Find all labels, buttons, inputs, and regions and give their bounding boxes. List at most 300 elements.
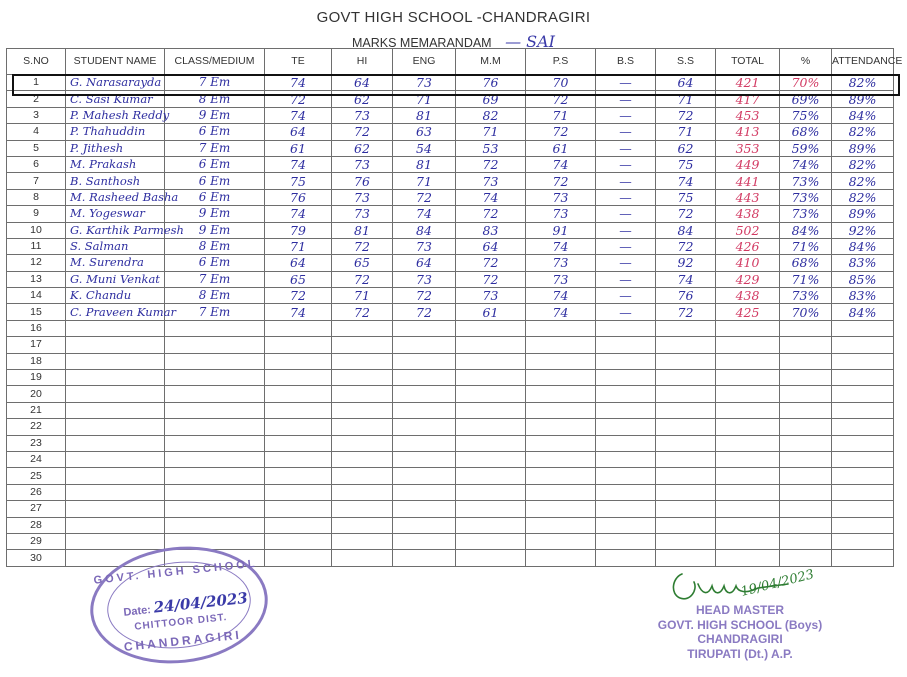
student-name-cell: S. Salman	[66, 238, 165, 254]
mm-cell	[456, 320, 526, 336]
class-medium-cell: 6 Em	[165, 255, 265, 271]
percent-cell: 59%	[780, 140, 832, 156]
bs-cell: —	[596, 124, 656, 140]
attendance-cell	[832, 353, 894, 369]
sno-cell: 4	[7, 124, 66, 140]
ss-cell	[656, 419, 716, 435]
eng-cell: 71	[393, 91, 456, 107]
column-header: STUDENT NAME	[66, 49, 165, 75]
ss-cell	[656, 353, 716, 369]
stamp-bottom-text: CHANDRAGIRI	[123, 627, 243, 654]
class-medium-cell: 6 Em	[165, 124, 265, 140]
eng-cell	[393, 533, 456, 549]
class-medium-cell: 8 Em	[165, 91, 265, 107]
stamp-district: CHITTOOR DIST.	[133, 612, 228, 633]
attendance-cell	[832, 501, 894, 517]
student-name-cell: B. Santhosh	[66, 173, 165, 189]
ss-cell	[656, 451, 716, 467]
headmaster-line-4: TIRUPATI (Dt.) A.P.	[687, 646, 793, 661]
student-name-cell	[66, 501, 165, 517]
total-cell: 417	[716, 91, 780, 107]
total-cell	[716, 533, 780, 549]
eng-cell	[393, 370, 456, 386]
sno-cell: 1	[7, 75, 66, 91]
sno-cell: 11	[7, 238, 66, 254]
class-medium-cell: 9 Em	[165, 222, 265, 238]
eng-cell: 72	[393, 288, 456, 304]
total-cell	[716, 451, 780, 467]
hi-cell: 81	[332, 222, 393, 238]
te-cell	[265, 435, 332, 451]
hi-cell: 72	[332, 238, 393, 254]
mm-cell	[456, 353, 526, 369]
column-header: S.NO	[7, 49, 66, 75]
ps-cell	[526, 517, 596, 533]
te-cell: 71	[265, 238, 332, 254]
attendance-cell	[832, 451, 894, 467]
table-row	[7, 271, 894, 287]
headmaster-line-1: HEAD MASTER	[695, 603, 784, 617]
class-medium-cell: 7 Em	[165, 304, 265, 320]
sno-cell: 21	[7, 402, 66, 418]
column-header: P.S	[526, 49, 596, 75]
attendance-cell: 84%	[832, 238, 894, 254]
table-row	[7, 402, 894, 418]
te-cell	[265, 484, 332, 500]
eng-cell: 71	[393, 173, 456, 189]
percent-cell: 75%	[780, 107, 832, 123]
table-row	[7, 386, 894, 402]
student-name-cell	[66, 533, 165, 549]
total-cell	[716, 370, 780, 386]
class-medium-cell	[165, 402, 265, 418]
percent-cell	[780, 370, 832, 386]
attendance-cell	[832, 517, 894, 533]
student-name-cell: G. Muni Venkat	[66, 271, 165, 287]
sno-cell: 15	[7, 304, 66, 320]
sno-cell: 20	[7, 386, 66, 402]
total-cell	[716, 353, 780, 369]
mm-cell: 71	[456, 124, 526, 140]
mm-cell: 76	[456, 75, 526, 91]
class-medium-cell: 8 Em	[165, 288, 265, 304]
percent-cell	[780, 337, 832, 353]
attendance-cell	[832, 533, 894, 549]
column-header: ATTENDANCE	[832, 49, 894, 75]
percent-cell: 71%	[780, 271, 832, 287]
hi-cell: 72	[332, 124, 393, 140]
te-cell: 72	[265, 91, 332, 107]
attendance-cell: 85%	[832, 271, 894, 287]
mm-cell	[456, 386, 526, 402]
hi-cell: 71	[332, 288, 393, 304]
ps-cell	[526, 353, 596, 369]
attendance-cell: 84%	[832, 304, 894, 320]
student-name-cell: G. Karthik Parmesh	[66, 222, 165, 238]
class-medium-cell	[165, 320, 265, 336]
ss-cell: 71	[656, 124, 716, 140]
sno-cell: 25	[7, 468, 66, 484]
class-medium-cell: 9 Em	[165, 107, 265, 123]
percent-cell	[780, 353, 832, 369]
total-cell: 502	[716, 222, 780, 238]
table-row	[7, 451, 894, 467]
ps-cell: 73	[526, 255, 596, 271]
ss-cell: 75	[656, 189, 716, 205]
attendance-cell: 92%	[832, 222, 894, 238]
class-medium-cell	[165, 419, 265, 435]
ss-cell	[656, 501, 716, 517]
percent-cell	[780, 533, 832, 549]
memo-title: MARKS MEMARANDAM	[352, 36, 492, 50]
te-cell: 75	[265, 173, 332, 189]
mm-cell: 53	[456, 140, 526, 156]
table-row	[7, 484, 894, 500]
sno-cell: 30	[7, 550, 66, 566]
attendance-cell: 84%	[832, 107, 894, 123]
table-row	[7, 173, 894, 189]
class-medium-cell	[165, 468, 265, 484]
ss-cell: 74	[656, 173, 716, 189]
table-row	[7, 206, 894, 222]
hi-cell: 62	[332, 140, 393, 156]
hi-cell	[332, 419, 393, 435]
sno-cell: 13	[7, 271, 66, 287]
student-name-cell: P. Jithesh	[66, 140, 165, 156]
table-row	[7, 140, 894, 156]
ss-cell: 72	[656, 206, 716, 222]
percent-cell: 73%	[780, 206, 832, 222]
te-cell: 74	[265, 206, 332, 222]
te-cell: 76	[265, 189, 332, 205]
eng-cell	[393, 435, 456, 451]
total-cell: 425	[716, 304, 780, 320]
hi-cell: 72	[332, 271, 393, 287]
table-row	[7, 222, 894, 238]
sno-cell: 6	[7, 156, 66, 172]
table-row	[7, 156, 894, 172]
total-cell: 426	[716, 238, 780, 254]
bs-cell	[596, 419, 656, 435]
ss-cell: 75	[656, 156, 716, 172]
eng-cell: 64	[393, 255, 456, 271]
mm-cell: 74	[456, 189, 526, 205]
hi-cell: 73	[332, 206, 393, 222]
bs-cell	[596, 468, 656, 484]
ss-cell: 64	[656, 75, 716, 91]
bs-cell: —	[596, 304, 656, 320]
te-cell	[265, 468, 332, 484]
column-header: HI	[332, 49, 393, 75]
bs-cell	[596, 501, 656, 517]
class-medium-cell	[165, 451, 265, 467]
bs-cell	[596, 517, 656, 533]
ss-cell	[656, 435, 716, 451]
hi-cell	[332, 353, 393, 369]
percent-cell	[780, 501, 832, 517]
mm-cell	[456, 501, 526, 517]
student-name-cell: C. Praveen Kumar	[66, 304, 165, 320]
class-medium-cell	[165, 435, 265, 451]
student-name-cell	[66, 435, 165, 451]
table-row	[7, 189, 894, 205]
mm-cell: 72	[456, 156, 526, 172]
total-cell: 429	[716, 271, 780, 287]
table-row	[7, 353, 894, 369]
signature-date: 19/04/2023	[739, 567, 816, 600]
te-cell	[265, 386, 332, 402]
eng-cell	[393, 517, 456, 533]
ss-cell: 72	[656, 238, 716, 254]
class-medium-cell: 6 Em	[165, 189, 265, 205]
total-cell	[716, 419, 780, 435]
mm-cell	[456, 451, 526, 467]
hi-cell	[332, 320, 393, 336]
ss-cell: 76	[656, 288, 716, 304]
ps-cell	[526, 419, 596, 435]
table-row	[7, 419, 894, 435]
class-medium-cell	[165, 370, 265, 386]
attendance-cell	[832, 370, 894, 386]
table-row	[7, 501, 894, 517]
percent-cell	[780, 419, 832, 435]
student-name-cell	[66, 468, 165, 484]
ps-cell	[526, 501, 596, 517]
hi-cell	[332, 337, 393, 353]
hi-cell: 64	[332, 75, 393, 91]
bs-cell: —	[596, 206, 656, 222]
column-header: %	[780, 49, 832, 75]
student-name-cell	[66, 353, 165, 369]
total-cell	[716, 517, 780, 533]
ps-cell: 74	[526, 238, 596, 254]
stamp-date-value: 24/04/2023	[152, 588, 249, 617]
ps-cell	[526, 386, 596, 402]
hi-cell: 73	[332, 107, 393, 123]
attendance-cell: 82%	[832, 156, 894, 172]
sno-cell: 5	[7, 140, 66, 156]
eng-cell: 73	[393, 75, 456, 91]
bs-cell: —	[596, 107, 656, 123]
mm-cell	[456, 484, 526, 500]
te-cell: 72	[265, 288, 332, 304]
class-medium-cell: 6 Em	[165, 173, 265, 189]
sno-cell: 18	[7, 353, 66, 369]
mm-cell: 72	[456, 206, 526, 222]
percent-cell: 74%	[780, 156, 832, 172]
hi-cell	[332, 501, 393, 517]
sno-cell: 23	[7, 435, 66, 451]
bs-cell: —	[596, 255, 656, 271]
mm-cell: 82	[456, 107, 526, 123]
te-cell: 74	[265, 304, 332, 320]
ps-cell: 72	[526, 173, 596, 189]
bs-cell	[596, 386, 656, 402]
ps-cell	[526, 337, 596, 353]
column-header: CLASS/MEDIUM	[165, 49, 265, 75]
ss-cell	[656, 386, 716, 402]
total-cell	[716, 386, 780, 402]
ps-cell	[526, 435, 596, 451]
hi-cell	[332, 550, 393, 566]
student-name-cell: K. Chandu	[66, 288, 165, 304]
bs-cell: —	[596, 288, 656, 304]
percent-cell: 73%	[780, 288, 832, 304]
hi-cell: 65	[332, 255, 393, 271]
sno-cell: 14	[7, 288, 66, 304]
percent-cell	[780, 435, 832, 451]
ss-cell: 71	[656, 91, 716, 107]
class-medium-cell	[165, 337, 265, 353]
student-name-cell: M. Rasheed Basha	[66, 189, 165, 205]
eng-cell	[393, 320, 456, 336]
attendance-cell: 83%	[832, 288, 894, 304]
bs-cell	[596, 435, 656, 451]
mm-cell: 61	[456, 304, 526, 320]
ps-cell	[526, 550, 596, 566]
hi-cell	[332, 435, 393, 451]
ps-cell: 61	[526, 140, 596, 156]
bs-cell: —	[596, 271, 656, 287]
eng-cell: 72	[393, 189, 456, 205]
total-cell: 443	[716, 189, 780, 205]
percent-cell	[780, 386, 832, 402]
attendance-cell: 83%	[832, 255, 894, 271]
ps-cell	[526, 402, 596, 418]
te-cell	[265, 337, 332, 353]
ps-cell	[526, 451, 596, 467]
table-row	[7, 107, 894, 123]
eng-cell: 81	[393, 107, 456, 123]
table-row	[7, 468, 894, 484]
te-cell	[265, 353, 332, 369]
table-row	[7, 238, 894, 254]
ps-cell: 73	[526, 189, 596, 205]
mm-cell: 64	[456, 238, 526, 254]
sno-cell: 17	[7, 337, 66, 353]
total-cell	[716, 402, 780, 418]
attendance-cell	[832, 320, 894, 336]
mm-cell	[456, 419, 526, 435]
eng-cell: 72	[393, 304, 456, 320]
ps-cell: 71	[526, 107, 596, 123]
percent-cell: 70%	[780, 304, 832, 320]
attendance-cell	[832, 402, 894, 418]
percent-cell	[780, 484, 832, 500]
mm-cell	[456, 550, 526, 566]
eng-cell	[393, 386, 456, 402]
total-cell: 449	[716, 156, 780, 172]
mm-cell: 69	[456, 91, 526, 107]
eng-cell: 73	[393, 271, 456, 287]
bs-cell	[596, 337, 656, 353]
table-row	[7, 370, 894, 386]
student-name-cell	[66, 451, 165, 467]
table-row	[7, 533, 894, 549]
ss-cell	[656, 402, 716, 418]
class-medium-cell: 8 Em	[165, 238, 265, 254]
table-header-row	[7, 49, 894, 75]
bs-cell	[596, 533, 656, 549]
ps-cell	[526, 370, 596, 386]
attendance-cell	[832, 435, 894, 451]
ps-cell: 74	[526, 304, 596, 320]
total-cell: 410	[716, 255, 780, 271]
marks-table	[6, 48, 903, 567]
bs-cell: —	[596, 140, 656, 156]
eng-cell	[393, 550, 456, 566]
sno-cell: 16	[7, 320, 66, 336]
percent-cell	[780, 402, 832, 418]
mm-cell: 72	[456, 271, 526, 287]
eng-cell: 81	[393, 156, 456, 172]
te-cell: 74	[265, 75, 332, 91]
percent-cell: 71%	[780, 238, 832, 254]
eng-cell: 63	[393, 124, 456, 140]
mm-cell: 83	[456, 222, 526, 238]
hi-cell: 72	[332, 304, 393, 320]
te-cell: 74	[265, 156, 332, 172]
total-cell	[716, 320, 780, 336]
mm-cell	[456, 402, 526, 418]
table-row	[7, 255, 894, 271]
class-medium-cell: 7 Em	[165, 271, 265, 287]
ps-cell	[526, 468, 596, 484]
column-header: B.S	[596, 49, 656, 75]
percent-cell	[780, 517, 832, 533]
ss-cell: 72	[656, 304, 716, 320]
bs-cell: —	[596, 156, 656, 172]
headmaster-line-2: GOVT. HIGH SCHOOL (Boys)	[657, 617, 823, 632]
sno-cell: 28	[7, 517, 66, 533]
table-row	[7, 517, 894, 533]
attendance-cell	[832, 419, 894, 435]
stamp-top-text: GOVT. HIGH SCHOOL	[93, 557, 259, 587]
student-name-cell: P. Thahuddin	[66, 124, 165, 140]
table-row	[7, 435, 894, 451]
column-header: M.M	[456, 49, 526, 75]
percent-cell	[780, 320, 832, 336]
mm-cell: 73	[456, 173, 526, 189]
table-body	[7, 75, 894, 567]
sno-cell: 19	[7, 370, 66, 386]
bs-cell: —	[596, 189, 656, 205]
te-cell: 64	[265, 255, 332, 271]
ps-cell: 74	[526, 156, 596, 172]
te-cell	[265, 501, 332, 517]
hi-cell	[332, 370, 393, 386]
table-row	[7, 320, 894, 336]
student-name-cell	[66, 370, 165, 386]
sno-cell: 2	[7, 91, 66, 107]
total-cell	[716, 501, 780, 517]
headmaster-line-3: CHANDRAGIRI	[697, 632, 783, 646]
attendance-cell: 89%	[832, 206, 894, 222]
hi-cell: 73	[332, 156, 393, 172]
ps-cell	[526, 484, 596, 500]
bs-cell	[596, 353, 656, 369]
ss-cell: 92	[656, 255, 716, 271]
student-name-cell: M. Prakash	[66, 156, 165, 172]
attendance-cell: 82%	[832, 189, 894, 205]
ss-cell	[656, 517, 716, 533]
bs-cell: —	[596, 91, 656, 107]
school-title: GOVT HIGH SCHOOL -CHANDRAGIRI	[316, 9, 591, 26]
bs-cell: —	[596, 238, 656, 254]
te-cell	[265, 402, 332, 418]
hi-cell	[332, 386, 393, 402]
column-header: S.S	[656, 49, 716, 75]
